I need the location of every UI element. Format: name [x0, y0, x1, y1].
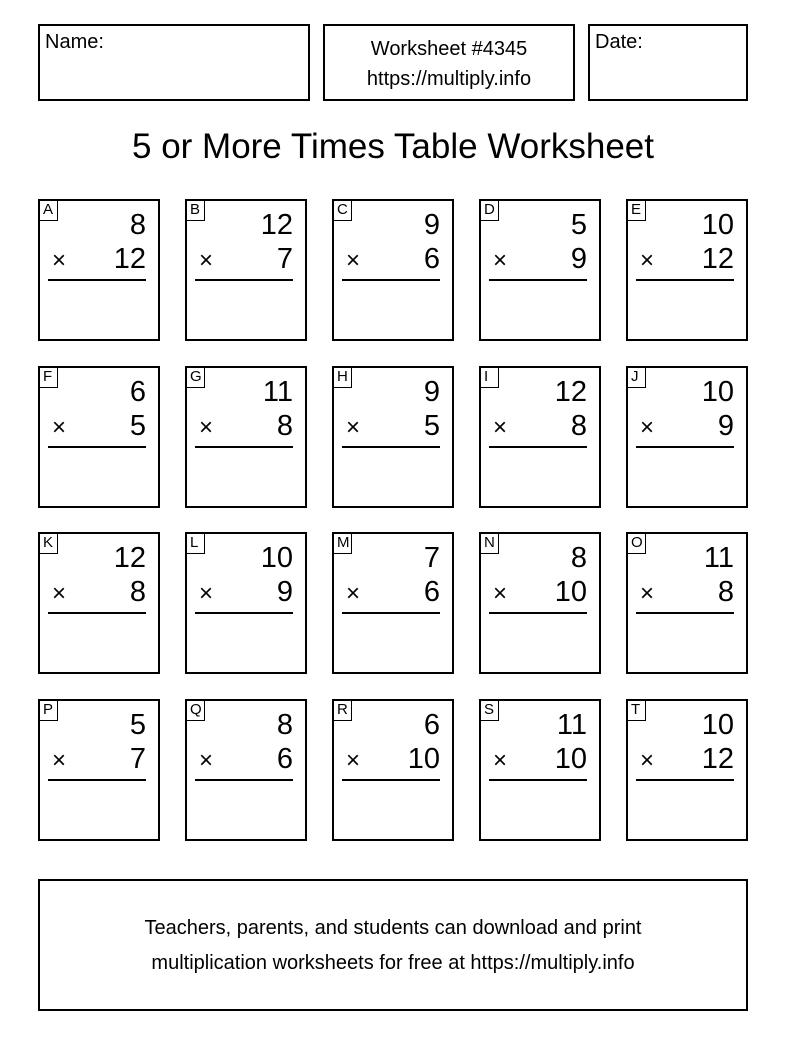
- problem-card: [38, 366, 160, 508]
- answer-line: [636, 612, 734, 614]
- answer-line: [195, 612, 293, 614]
- times-sign: ×: [199, 747, 214, 774]
- multiplicand: 11: [556, 709, 587, 741]
- problem-card: [332, 199, 454, 341]
- times-sign: ×: [346, 247, 361, 274]
- problem-card: [479, 699, 601, 841]
- times-sign: ×: [199, 247, 214, 274]
- multiplier: 6: [423, 576, 440, 608]
- multiplicand: 8: [276, 709, 293, 741]
- footer-box: [38, 879, 748, 1011]
- times-sign: ×: [52, 414, 67, 441]
- multiplicand: 12: [113, 542, 146, 574]
- multiplicand: 5: [129, 709, 146, 741]
- problem-letter: G: [185, 366, 205, 388]
- problem-letter: J: [626, 366, 646, 388]
- problem-card: [185, 366, 307, 508]
- times-sign: ×: [52, 247, 67, 274]
- answer-line: [48, 279, 146, 281]
- problem-card: [626, 699, 748, 841]
- times-sign: ×: [199, 580, 214, 607]
- answer-line: [636, 779, 734, 781]
- problem-card: [332, 366, 454, 508]
- problem-card: [38, 532, 160, 674]
- problem-letter: K: [38, 532, 58, 554]
- problem-letter: D: [479, 199, 499, 221]
- name-field-box: [38, 24, 310, 101]
- multiplicand: 9: [423, 376, 440, 408]
- times-sign: ×: [493, 747, 508, 774]
- multiplicand: 10: [260, 542, 293, 574]
- multiplicand: 8: [570, 542, 587, 574]
- answer-line: [489, 779, 587, 781]
- times-sign: ×: [52, 747, 67, 774]
- problem-letter: B: [185, 199, 205, 221]
- times-sign: ×: [493, 414, 508, 441]
- multiplier: 7: [129, 743, 146, 775]
- footer-line-2: multiplication worksheets for free at https://multiply.info: [151, 952, 635, 974]
- footer-line-1: Teachers, parents, and students can download and print: [144, 917, 642, 939]
- date-field-box: [588, 24, 748, 101]
- multiplicand: 7: [423, 542, 440, 574]
- worksheet-url: https://multiply.info: [366, 68, 532, 90]
- name-label: Name:: [45, 31, 104, 53]
- problem-card: [38, 699, 160, 841]
- answer-line: [489, 279, 587, 281]
- problem-card: [626, 199, 748, 341]
- times-sign: ×: [640, 580, 655, 607]
- multiplier: 8: [717, 576, 734, 608]
- multiplicand: 10: [701, 376, 734, 408]
- multiplier: 10: [554, 576, 587, 608]
- problem-letter: I: [479, 366, 499, 388]
- multiplier: 12: [701, 243, 734, 275]
- multiplier: 10: [407, 743, 440, 775]
- times-sign: ×: [640, 247, 655, 274]
- multiplicand: 6: [129, 376, 146, 408]
- multiplier: 8: [570, 410, 587, 442]
- worksheet-info-box: [323, 24, 575, 101]
- multiplier: 8: [276, 410, 293, 442]
- multiplier: 7: [276, 243, 293, 275]
- multiplier: 9: [717, 410, 734, 442]
- problem-letter: N: [479, 532, 499, 554]
- multiplier: 5: [423, 410, 440, 442]
- problem-card: [479, 199, 601, 341]
- times-sign: ×: [493, 580, 508, 607]
- multiplier: 6: [423, 243, 440, 275]
- multiplicand: 10: [701, 709, 734, 741]
- problem-letter: O: [626, 532, 646, 554]
- multiplicand: 9: [423, 209, 440, 241]
- answer-line: [195, 279, 293, 281]
- times-sign: ×: [346, 580, 361, 607]
- times-sign: ×: [346, 414, 361, 441]
- multiplicand: 6: [423, 709, 440, 741]
- problem-card: [626, 366, 748, 508]
- answer-line: [489, 446, 587, 448]
- answer-line: [48, 446, 146, 448]
- problem-letter: C: [332, 199, 352, 221]
- answer-line: [636, 446, 734, 448]
- times-sign: ×: [640, 414, 655, 441]
- multiplier: 5: [129, 410, 146, 442]
- problem-card: [332, 532, 454, 674]
- multiplier: 12: [701, 743, 734, 775]
- problem-letter: H: [332, 366, 352, 388]
- times-sign: ×: [346, 747, 361, 774]
- multiplier: 9: [276, 576, 293, 608]
- problem-letter: A: [38, 199, 58, 221]
- multiplicand: 10: [701, 209, 734, 241]
- problem-letter: L: [185, 532, 205, 554]
- answer-line: [636, 279, 734, 281]
- multiplicand: 11: [703, 542, 734, 574]
- problem-card: [38, 199, 160, 341]
- answer-line: [342, 612, 440, 614]
- problem-letter: T: [626, 699, 646, 721]
- problem-letter: F: [38, 366, 58, 388]
- problem-letter: M: [332, 532, 352, 554]
- multiplier: 12: [113, 243, 146, 275]
- problem-card: [626, 532, 748, 674]
- answer-line: [342, 279, 440, 281]
- times-sign: ×: [640, 747, 655, 774]
- multiplier: 6: [276, 743, 293, 775]
- problem-card: [185, 199, 307, 341]
- multiplier: 10: [554, 743, 587, 775]
- multiplicand: 12: [554, 376, 587, 408]
- answer-line: [489, 612, 587, 614]
- times-sign: ×: [493, 247, 508, 274]
- problem-letter: S: [479, 699, 499, 721]
- problem-letter: P: [38, 699, 58, 721]
- answer-line: [195, 446, 293, 448]
- answer-line: [48, 779, 146, 781]
- multiplicand: 11: [262, 376, 293, 408]
- answer-line: [48, 612, 146, 614]
- multiplicand: 5: [570, 209, 587, 241]
- problem-letter: R: [332, 699, 352, 721]
- date-label: Date:: [595, 31, 643, 53]
- page-title: 5 or More Times Table Worksheet: [132, 127, 654, 166]
- problem-card: [479, 532, 601, 674]
- multiplier: 9: [570, 243, 587, 275]
- times-sign: ×: [52, 580, 67, 607]
- worksheet-number: Worksheet #4345: [370, 38, 528, 60]
- multiplier: 8: [129, 576, 146, 608]
- multiplicand: 12: [260, 209, 293, 241]
- answer-line: [195, 779, 293, 781]
- problem-card: [479, 366, 601, 508]
- multiplicand: 8: [129, 209, 146, 241]
- answer-line: [342, 446, 440, 448]
- problem-card: [332, 699, 454, 841]
- problem-card: [185, 532, 307, 674]
- problem-letter: Q: [185, 699, 205, 721]
- problem-letter: E: [626, 199, 646, 221]
- problem-card: [185, 699, 307, 841]
- answer-line: [342, 779, 440, 781]
- times-sign: ×: [199, 414, 214, 441]
